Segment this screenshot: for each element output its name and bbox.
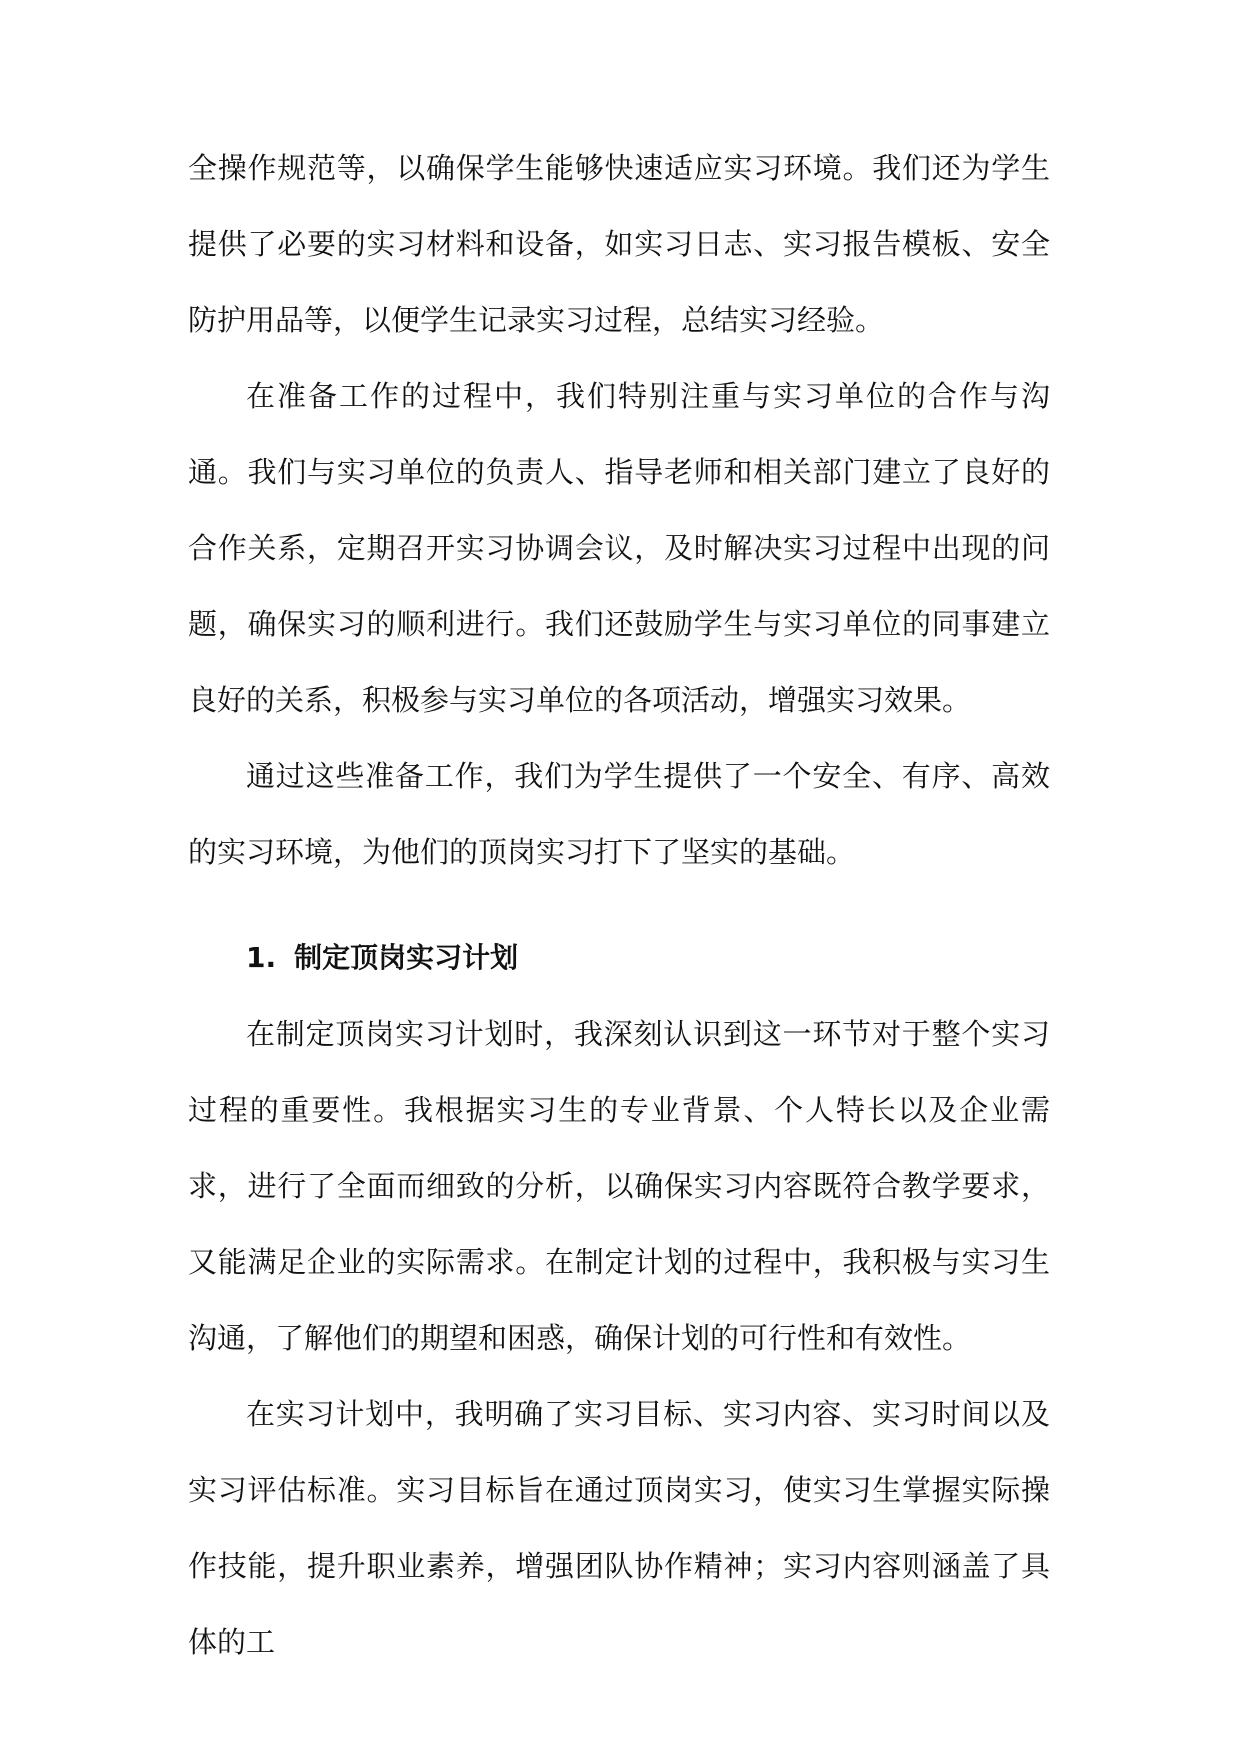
body-paragraph: 全操作规范等，以确保学生能够快速适应实习环境。我们还为学生提供了必要的实习材料和设备，如实习日志、实习报告模板、安全防护用品等，以便学生记录实习过程，总结实习经验。 [188, 151, 1050, 337]
body-paragraph: 在实习计划中，我明确了实习目标、实习内容、实习时间以及实习评估标准。实习目标旨在通过顶岗实习，使实习生掌握实际操作技能，提升职业素养，增强团队协作精神；实习内容则涵盖了具体的工 [188, 1397, 1050, 1659]
body-paragraph: 通过这些准备工作，我们为学生提供了一个安全、有序、高效的实习环境，为他们的顶岗实习打下了坚实的基础。 [188, 759, 1050, 869]
section-heading [188, 920, 1050, 996]
document-page [188, 130, 1050, 1680]
body-paragraph: 在制定顶岗实习计划时，我深刻认识到这一环节对于整个实习过程的重要性。我根据实习生的专业背景、个人特长以及企业需求，进行了全面而细致的分析，以确保实习内容既符合教学要求，又能满足企业的实际需求。在制定计划的过程中，我积极与实习生沟通，了解他们的期望和困惑，确保计划的可行性和有效性。 [188, 1017, 1050, 1355]
section-title: 制定顶岗实习计划 [294, 941, 519, 974]
body-paragraph: 在准备工作的过程中，我们特别注重与实习单位的合作与沟通。我们与实习单位的负责人、指导老师和相关部门建立了良好的合作关系，定期召开实习协调会议，及时解决实习过程中出现的问题，确保实习的顺利进行。我们还鼓励学生与实习单位的同事建立良好的关系，积极参与实习单位的各项活动，增强实习效果。 [188, 379, 1050, 717]
section-number: 1. [246, 941, 277, 974]
